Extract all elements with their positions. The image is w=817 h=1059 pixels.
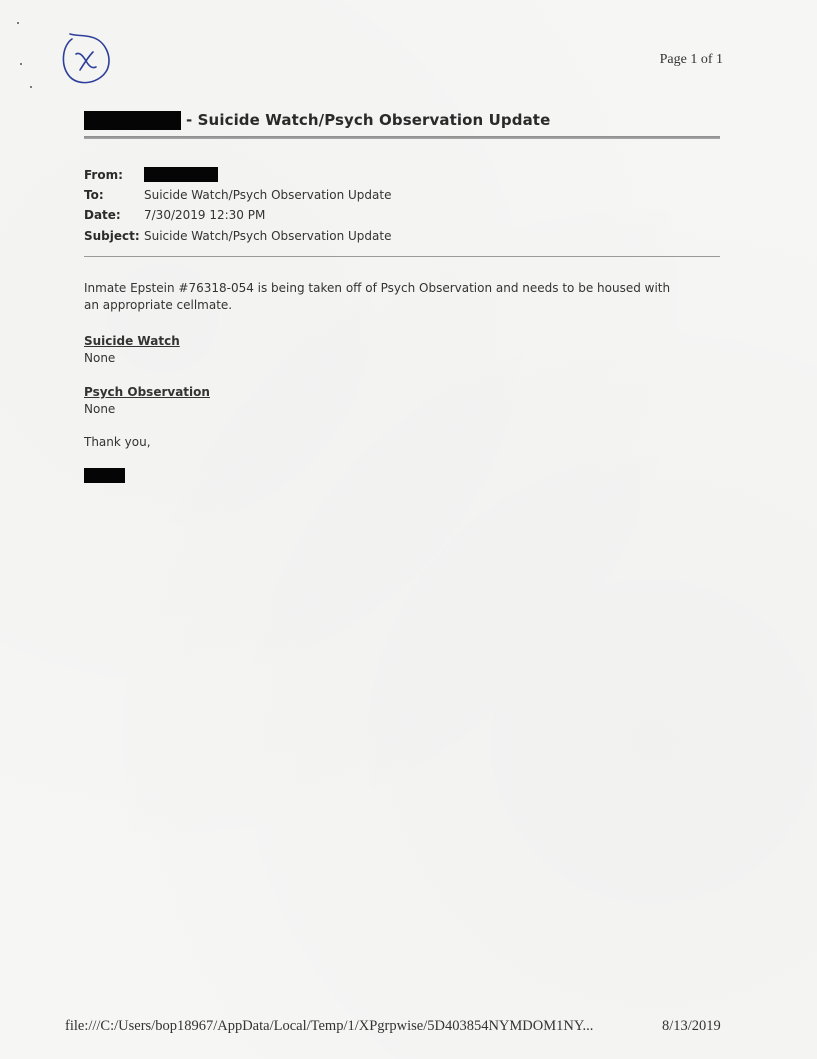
header-divider bbox=[84, 256, 720, 257]
subject-value: Suicide Watch/Psych Observation Update bbox=[144, 229, 392, 243]
closing-text: Thank you, bbox=[84, 435, 151, 449]
email-title: - Suicide Watch/Psych Observation Update bbox=[186, 111, 551, 129]
signature-redaction bbox=[84, 468, 125, 483]
from-redaction bbox=[144, 167, 218, 182]
scan-speck bbox=[20, 63, 22, 65]
redaction-block bbox=[84, 111, 181, 130]
scan-speck bbox=[30, 86, 32, 88]
title-divider bbox=[84, 136, 720, 139]
body-paragraph: Inmate Epstein #76318-054 is being taken off of Psych Observation and needs to be housed with an appropriate cellmate. bbox=[84, 281, 671, 312]
from-label: From: bbox=[84, 168, 123, 182]
psych-observation-value: None bbox=[84, 402, 116, 416]
date-value: 7/30/2019 12:30 PM bbox=[144, 208, 266, 222]
footer-file-path: file:///C:/Users/bop18967/AppData/Local/Temp/1/XPgrpwise/5D403854NYMDOM1NY... bbox=[65, 1018, 594, 1034]
to-label: To: bbox=[84, 188, 104, 202]
page-number: Page 1 of 1 bbox=[659, 52, 723, 67]
suicide-watch-value: None bbox=[84, 351, 116, 365]
scan-speck bbox=[17, 22, 19, 24]
subject-label: Subject: bbox=[84, 229, 140, 243]
handwritten-circled-mark bbox=[58, 30, 112, 86]
footer-date: 8/13/2019 bbox=[662, 1018, 721, 1034]
date-label: Date: bbox=[84, 208, 121, 222]
to-value: Suicide Watch/Psych Observation Update bbox=[144, 188, 392, 202]
suicide-watch-heading: Suicide Watch bbox=[84, 334, 180, 348]
psych-observation-heading: Psych Observation bbox=[84, 385, 210, 399]
